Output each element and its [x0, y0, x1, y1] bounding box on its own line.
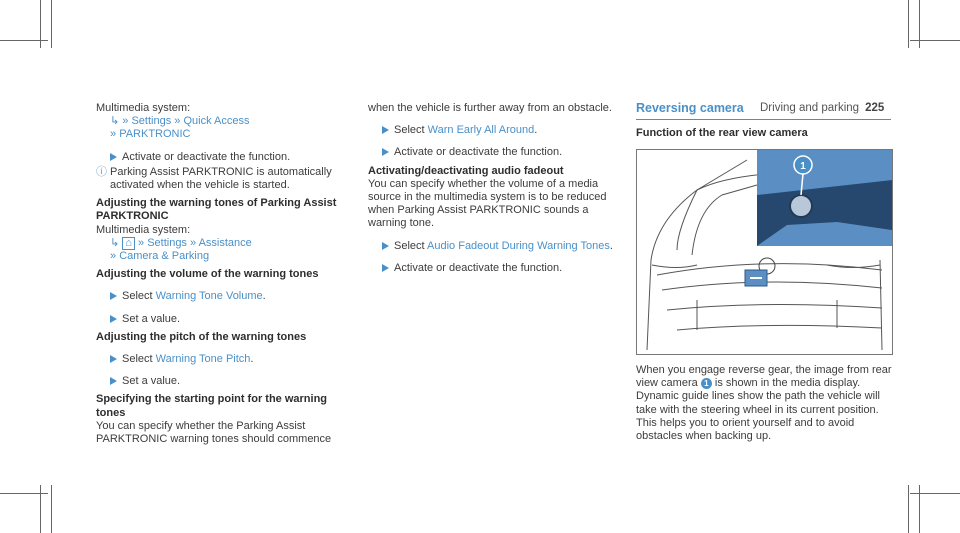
paragraph: when the vehicle is further away from an obstacle.: [368, 102, 612, 114]
menu-item-assistance[interactable]: Assistance: [198, 236, 252, 249]
heading-volume: Adjusting the volume of the warning tones: [96, 268, 319, 281]
heading-starting-point: Specifying the starting point for the warning tones: [96, 393, 328, 419]
paragraph-text: When you engage reverse gear, the image from rear view camera: [636, 364, 892, 390]
crop-mark: [910, 493, 960, 494]
paragraph: You can specify whether the Parking Assist PARKTRONIC warning tones should commence: [96, 419, 332, 446]
warning-tone-volume-link[interactable]: Warning Tone Volume: [155, 290, 263, 303]
middle-column: [368, 102, 623, 275]
step-arrow-icon: [110, 355, 117, 363]
audio-fadeout-link[interactable]: Audio Fadeout During Warning Tones: [427, 239, 610, 252]
crop-mark: [0, 40, 48, 41]
step-arrow-icon: [110, 153, 117, 161]
instruction-step: [96, 290, 358, 303]
menu-path-line: [96, 237, 358, 250]
menu-arrow-icon: »: [122, 115, 129, 128]
step-text: .: [609, 239, 613, 252]
step-arrow-icon: [382, 264, 389, 272]
menu-arrow-icon: »: [110, 250, 117, 263]
instruction-step: [96, 353, 358, 366]
step-text: Activate or deactivate the function.: [122, 150, 291, 163]
camera-lens: [790, 195, 812, 217]
step-text: Select: [394, 239, 428, 252]
crop-mark: [910, 40, 960, 41]
menu-item-parktronic[interactable]: PARKTRONIC: [119, 128, 191, 141]
step-text: Activate or deactivate the function.: [394, 146, 563, 159]
step-text: Activate or deactivate the function.: [394, 261, 563, 274]
menu-item-settings[interactable]: Settings: [131, 115, 172, 128]
rear-camera-figure: [636, 149, 893, 355]
menu-arrow-icon: »: [190, 236, 197, 249]
step-text: .: [250, 353, 254, 366]
menu-path-line: [96, 128, 358, 141]
instruction-step: [96, 313, 358, 326]
heading-pitch: Adjusting the pitch of the warning tones: [96, 330, 307, 343]
instruction-step: [96, 151, 358, 164]
info-icon: ⓘ: [96, 165, 107, 178]
step-text: .: [262, 290, 266, 303]
header-section: Driving and parking: [760, 102, 860, 114]
note-text: Parking Assist PARKTRONIC is automatically activated when the vehicle is started.: [110, 165, 332, 192]
vehicle-rear-illustration: [637, 150, 892, 354]
step-arrow-icon: [110, 292, 117, 300]
menu-arrow-icon: ↳: [110, 115, 120, 128]
page-number: 225: [865, 102, 885, 114]
section-title: Reversing camera: [636, 102, 891, 120]
crop-mark: [908, 0, 909, 48]
home-icon[interactable]: ⌂: [122, 237, 135, 250]
right-column: [636, 102, 891, 140]
step-text: Set a value.: [122, 312, 181, 325]
instruction-step: [96, 375, 358, 388]
crop-mark: [51, 0, 52, 48]
menu-intro: Multimedia system:: [96, 102, 191, 114]
menu-path-line: [96, 250, 358, 263]
menu-arrow-icon: »: [174, 115, 181, 128]
warn-early-link[interactable]: Warn Early All Around: [427, 124, 535, 137]
paragraph: [636, 364, 892, 443]
menu-arrow-icon: »: [138, 236, 145, 249]
step-arrow-icon: [382, 148, 389, 156]
menu-item-quick-access[interactable]: Quick Access: [183, 115, 250, 128]
menu-arrow-icon: »: [110, 128, 117, 141]
step-text: Select: [122, 353, 156, 366]
crop-mark: [0, 493, 48, 494]
menu-path-line: [96, 115, 358, 128]
instruction-step: [368, 240, 623, 253]
figure-callout: 1: [800, 161, 806, 172]
step-text: Select: [394, 124, 428, 137]
step-text: Select: [122, 290, 156, 303]
step-arrow-icon: [382, 126, 389, 134]
left-column: [96, 102, 358, 446]
paragraph: You can specify whether the volume of a media source in the multimedia system is to be reduced when Parking Assist PARKTRONIC sounds a warning tone.: [368, 177, 607, 230]
instruction-step: [368, 262, 623, 275]
menu-intro: Multimedia system:: [96, 223, 191, 236]
step-arrow-icon: [110, 377, 117, 385]
menu-item-settings[interactable]: Settings: [147, 236, 187, 249]
paragraph-text: is shown in the media display. Dynamic guide lines show the path the vehicle will take with the steering wheel in its current position. This helps you to orient yourself and to avoid obstacles when backing up.: [636, 377, 880, 443]
subsection-title: Function of the rear view camera: [636, 127, 808, 140]
right-column-body: [636, 364, 892, 443]
step-text: Set a value.: [122, 375, 181, 388]
crop-mark: [51, 485, 52, 533]
info-note: [96, 166, 358, 192]
instruction-step: [368, 124, 623, 137]
menu-item-camera-parking[interactable]: Camera & Parking: [119, 250, 210, 263]
crop-mark: [908, 485, 909, 533]
step-arrow-icon: [382, 242, 389, 250]
warning-tone-pitch-link[interactable]: Warning Tone Pitch: [155, 353, 251, 366]
heading-audio-fadeout: Activating/deactivating audio fadeout: [368, 164, 564, 177]
step-arrow-icon: [110, 315, 117, 323]
reference-badge: 1: [701, 378, 712, 389]
step-text: .: [534, 124, 538, 137]
instruction-step: [368, 146, 623, 159]
heading-warning-tones: Adjusting the warning tones of Parking Assist PARKTRONIC: [96, 197, 337, 223]
menu-arrow-icon: ↳: [110, 236, 120, 249]
